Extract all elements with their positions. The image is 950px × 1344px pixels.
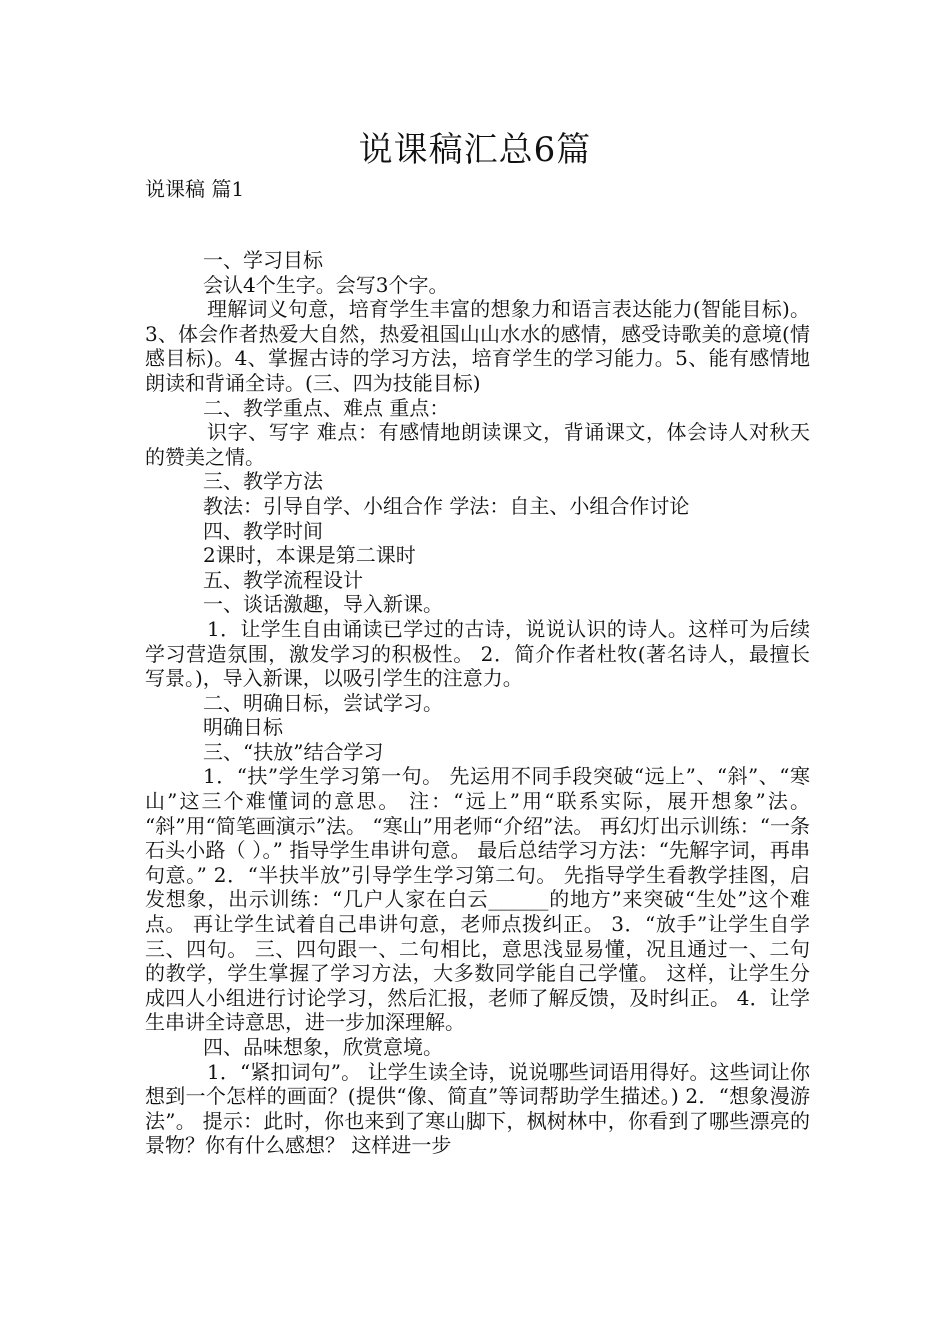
- document-subtitle: 说课稿 篇1: [145, 177, 245, 201]
- paragraph: 会认4个生字。会写3个字。: [203, 272, 449, 297]
- paragraph: 1．让学生自由诵读已学过的古诗，说说认识的诗人。这样可为后续学习营造氛围，激发学习的积极性。 2．简介作者杜牧(著名诗人，最擅长写景。)，导入新课，以吸引学生的注意力。: [145, 616, 810, 691]
- document-body: [145, 248, 810, 1158]
- paragraph: 四、品味想象，欣赏意境。: [203, 1035, 443, 1059]
- paragraph: 2课时，本课是第二课时: [203, 543, 416, 568]
- paragraph: 一、学习目标: [203, 248, 323, 272]
- paragraph: 一、谈话激趣，导入新课。: [203, 592, 443, 617]
- paragraph: 明确日标: [203, 715, 283, 740]
- document-title: 说课稿汇总6篇: [358, 130, 592, 170]
- paragraph: 1．“扶”学生学习第一句。 先运用不同手段突破“远上”、“斜”、“寒山”这三个难懂词的意思。 注：“远上”用“联系实际，展开想象”法。 “斜”用“简笔画演示”法。 “寒山”用老师“介绍”法。 再幻灯出示训练：“一条石头小路（ ）。” 指导学生串讲句意。 最后总结学习方法：“先解字词，再串句意。” 2．“半扶半放”引导学生学习第二句。 先指导学生看教学挂图，启发想象，出示训练：“几户人家在白云______的地方”来突破“生处”这个难点。 再让学生试着自己串讲句意，老师点拨纠正。 3．“放手”让学生自学三、四句。 三、四句跟一、二句相比，意思浅显易懂，况且通过一、二句的教学，学生掌握了学习方法，大多数同学能自己学懂。 这样，让学生分成四人小组进行讨论学习，然后汇报，老师了解反馈，及时纠正。 4．让学生串讲全诗意思，进一步加深理解。: [145, 764, 810, 1035]
- paragraph: 1．“紧扣词句”。 让学生读全诗，说说哪些词语用得好。这些词让你想到一个怎样的画面？(提供“像、简直”等词帮助学生描述。) 2．“想象漫游法”。 提示：此时，你也来到了寒山脚下，枫树林中，你看到了哪些漂亮的景物？你有什么感想？ 这样进一步: [145, 1059, 810, 1158]
- paragraph: 识字、写字 难点：有感情地朗读课文，背诵课文，体会诗人对秋天的赞美之情。: [145, 420, 810, 469]
- paragraph: 三、教学方法: [203, 469, 323, 494]
- paragraph: 三、“扶放”结合学习: [203, 739, 384, 764]
- paragraph: 四、教学时间: [203, 518, 323, 543]
- paragraph: 二、明确日标，尝试学习。: [203, 690, 443, 715]
- paragraph: 五、教学流程设计: [203, 567, 363, 592]
- paragraph: 理解词义句意，培育学生丰富的想象力和语言表达能力(智能目标)。3、体会作者热爱大自然，热爱祖国山山水水的感情，感受诗歌美的意境(情感目标)。4、掌握古诗的学习方法，培育学生的学习能力。5、能有感情地朗读和背诵全诗。(三、四为技能目标): [145, 297, 810, 395]
- paragraph: 教法：引导自学、小组合作 学法：自主、小组合作讨论: [203, 493, 690, 518]
- paragraph: 二、教学重点、难点 重点：: [203, 395, 450, 420]
